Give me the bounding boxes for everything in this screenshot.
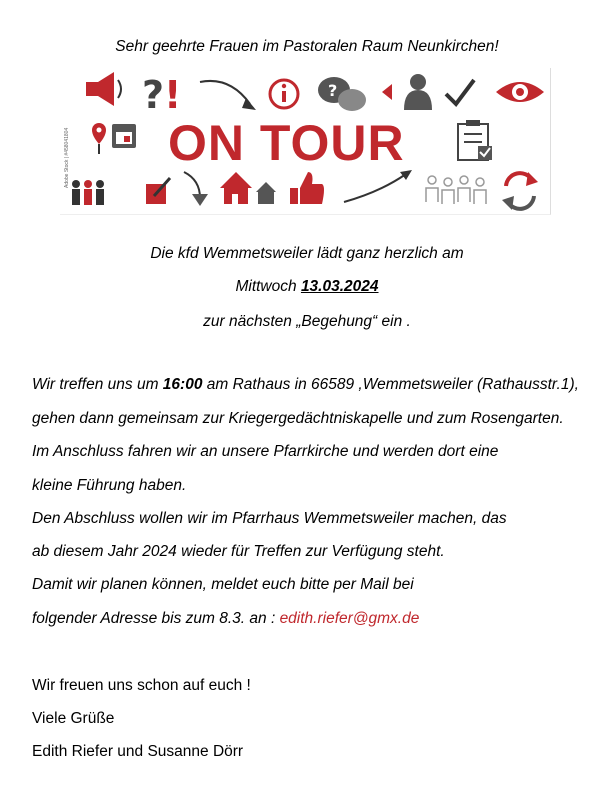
body-line-1: Wir treffen uns um 16:00 am Rathaus in 66589 ,Wemmetsweiler (Rathausstr.1), — [32, 376, 579, 393]
info-icon — [270, 80, 298, 108]
email-link[interactable]: edith.riefer@gmx.de — [279, 610, 420, 627]
closing-line-2: Viele Grüße — [32, 710, 115, 727]
svg-text:!: ! — [164, 73, 182, 117]
intro-line-1: Die kfd Wemmetsweiler lädt ganz herzlich am — [150, 245, 464, 262]
checkmark-icon — [446, 80, 474, 104]
edit-icon — [146, 178, 170, 204]
thumbs-up-icon — [290, 172, 324, 204]
location-pin-icon — [92, 123, 106, 154]
arrow-up-icon — [344, 170, 412, 202]
calendar-icon — [112, 124, 136, 148]
speaker-icon — [86, 72, 121, 106]
clipboard-icon — [458, 120, 492, 160]
houses-icon — [220, 172, 276, 204]
stock-watermark: Adobe Stock | #458041804 — [64, 127, 70, 188]
body-line-3: Im Anschluss fahren wir an unsere Pfarrkirche und werden dort eine — [32, 443, 499, 460]
intro-line-2 — [0, 278, 614, 296]
banner-title: ON TOUR — [168, 115, 405, 171]
body-line-8: folgender Adresse bis zum 8.3. an : edith.riefer@gmx.de — [32, 610, 420, 627]
greeting: Sehr geehrte Frauen im Pastoralen Raum Neunkirchen! — [115, 38, 499, 55]
eye-icon — [496, 82, 544, 102]
cycle-arrows-icon — [502, 172, 538, 210]
question-exclaim-icon — [142, 73, 181, 117]
on-tour-banner — [60, 68, 551, 215]
body-line-2: gehen dann gemeinsam zur Kriegergedächtniskapelle und zum Rosengarten. — [32, 410, 564, 427]
event-date: 13.03.2024 — [300, 278, 379, 295]
intro-weekday: Mittwoch — [235, 278, 301, 295]
body-line-7: Damit wir planen können, meldet euch bitte per Mail bei — [32, 576, 414, 593]
signature: Edith Riefer und Susanne Dörr — [32, 743, 244, 760]
body-line-4: kleine Führung haben. — [32, 477, 187, 494]
closing-line-1: Wir freuen uns schon auf euch ! — [32, 677, 251, 694]
crowd-icon — [426, 176, 486, 204]
arrow-down-icon — [184, 172, 208, 206]
arrow-curve-icon — [200, 81, 256, 110]
chat-bubbles-icon — [318, 77, 366, 111]
meeting-time: 16:00 — [162, 376, 203, 393]
svg-text:?: ? — [328, 81, 338, 100]
people-icon — [72, 180, 104, 205]
body-line-5: Den Abschluss wollen wir im Pfarrhaus Wemmetsweiler machen, das — [32, 510, 507, 527]
svg-text:?: ? — [142, 73, 165, 117]
intro-line-3: zur nächsten „Begehung“ ein . — [203, 313, 411, 330]
body-line-6: ab diesem Jahr 2024 wieder für Treffen zur Verfügung steht. — [32, 543, 445, 560]
person-icon — [382, 74, 432, 110]
